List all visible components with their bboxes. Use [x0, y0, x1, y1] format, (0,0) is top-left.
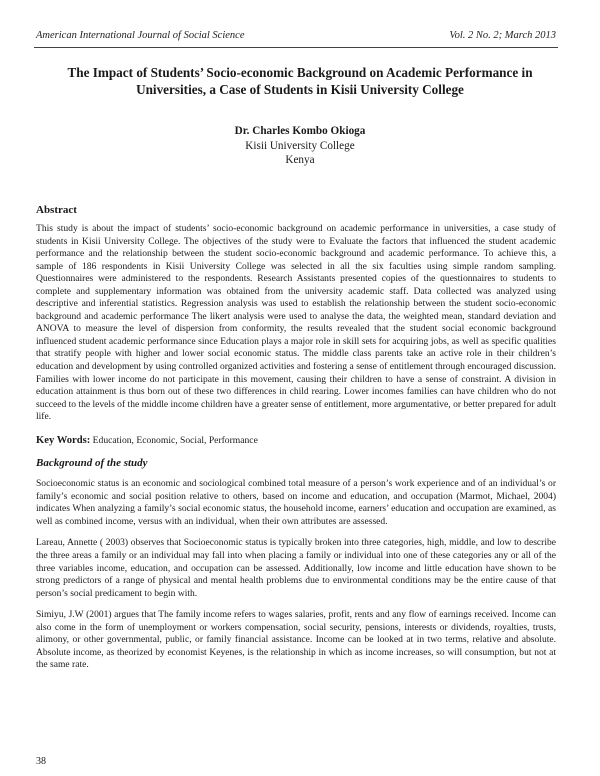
- page-number: 38: [36, 756, 46, 767]
- abstract-text: This study is about the impact of students’ socio-economic background on academic performance in universities, a case study of students in Kisii University College. The objectives of the study were to Evaluate the factors that influenced the student academic performance and the relationship between the student socio-economic background and academic performance. To achieve this, a sample of 186 respondents in Kisii University College was selected in all the six faculties using simple random sampling. Questionnaires were administered to the respondents. Research Assistants presented copies of the questionnaires to students to complete and supplementary information was obtained from the university academic staff. Data collected was analyzed using descriptive and inferential statistics. Regression analysis was used to establish the relationship between the student socio-economic background and academic performance The likert analysis were used to analyse the data, the weighted mean, standard deviation and ANOVA to measure the level of dispersion from conformity, the results revealed that the student social economic background influenced student academic performance since Education plays a major role in skill sets for acquiring jobs, as well as specific qualities that stratify people with higher and lower social economic status. The middle class parents take an active role in their children’s education and development by using controlled organized activities and fostering a sense of entitlement through encouraged discussion. Families with lower income do not participate in this movement, causing their children to have a sense of constraint. A division in education attainment is thus born out of these two differences in child rearing. Lower incomes families can have children who do not succeed to the levels of the middle income children have a greater sense of entitlement, more argumentative, or better prepared for adult life.: [36, 223, 556, 423]
- issue-info: Vol. 2 No. 2; March 2013: [449, 30, 556, 41]
- abstract-heading: Abstract: [36, 204, 77, 216]
- running-header: [36, 30, 556, 41]
- body-text: [36, 204, 556, 681]
- background-paragraph-3: Simiyu, J.W (2001) argues that The family income refers to wages salaries, profit, rents and any flow of earnings received. Income can also come in the form of unemployment or workers compensation, social security, pensions, interests or dividends, royalties, trusts, alimony, or other governmental, public, or family financial assistance. Income can be looked at in two terms, relative and absolute. Absolute income, as theorized by economist Keyenes, is the relationship in which as income increases, so will consumption, but not at the same rate.: [36, 609, 556, 671]
- title-line-2: Universities, a Case of Students in Kisii University College: [136, 82, 464, 97]
- author-name: Dr. Charles Kombo Okioga: [234, 125, 366, 137]
- author-block: [40, 124, 560, 168]
- author-affiliation: Kisii University College: [245, 139, 355, 152]
- keywords: [36, 435, 556, 448]
- header-divider: [34, 47, 558, 48]
- title-line-1: The Impact of Students’ Socio-economic Background on Academic Performance in: [67, 65, 533, 80]
- journal-name: American International Journal of Social Science: [36, 30, 245, 41]
- paper-title: [40, 64, 560, 98]
- background-heading: Background of the study: [36, 457, 148, 470]
- author-country: Kenya: [285, 154, 315, 166]
- background-paragraph-2: Lareau, Annette ( 2003) observes that Socioeconomic status is typically broken into three categories, high, middle, and low to describe the three areas a family or an individual may fall into when placing a family or individual into one of these categories any or all of the three variables income, education, and occupation can be assessed. Additionally, low income and little education have shown to be strong predictors of a range of physical and mental health problems due to environmental conditions may be the entire cause of that person’s social predicament to begin with.: [36, 537, 556, 599]
- background-paragraph-1: Socioeconomic status is an economic and sociological combined total measure of a person’s work experience and of an individual’s or family’s economic and social position relative to others, based on income and education, and occupation (Marmot, Michael, 2004) indicates When analyzing a family’s social economic status, the household income, earners’ education and occupation are examined, as well as combined income, versus with an individual, when their own attributes are assessed.: [36, 478, 556, 527]
- keywords-text: Education, Economic, Social, Performance: [92, 434, 258, 446]
- keywords-label: Key Words:: [36, 434, 91, 446]
